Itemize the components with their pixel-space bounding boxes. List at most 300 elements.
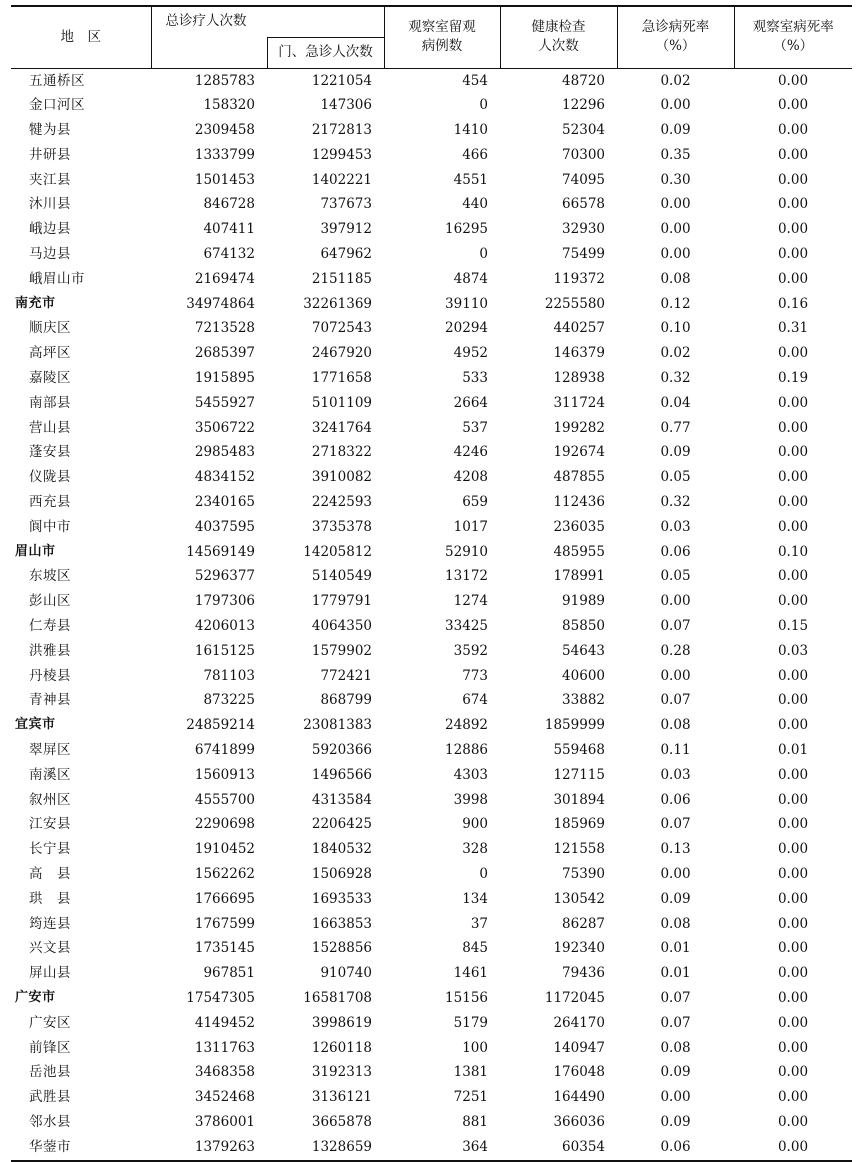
- cell-outpatient-emergency: 16581708: [303, 989, 372, 1006]
- cell-observation-mortality: 0.00: [777, 122, 809, 139]
- cell-total-visits: 2290698: [194, 816, 255, 833]
- table-row: [11, 267, 852, 292]
- table-row: [11, 1085, 852, 1110]
- table-row: [11, 887, 852, 912]
- cell-observation-mortality: 0.03: [777, 642, 809, 659]
- cell-health-checks: 128938: [553, 370, 605, 387]
- cell-observation-mortality: 0.00: [777, 791, 809, 808]
- cell-region-name: 武胜县: [29, 1089, 71, 1106]
- cell-emergency-mortality: 0.00: [660, 246, 691, 263]
- cell-total-visits: 6741899: [194, 742, 255, 759]
- table-row: [11, 217, 852, 242]
- cell-observation-cases: 13172: [445, 568, 488, 585]
- cell-observation-cases: 1381: [453, 1064, 488, 1081]
- cell-region-name: 筠连县: [29, 915, 71, 932]
- cell-health-checks: 48720: [562, 72, 605, 89]
- cell-region-name: 高坪区: [29, 345, 71, 362]
- cell-observation-mortality: 0.00: [777, 1064, 809, 1081]
- cell-health-checks: 311724: [553, 394, 605, 411]
- cell-observation-cases: 881: [462, 1113, 488, 1130]
- cell-observation-cases: 900: [462, 816, 488, 833]
- cell-region-name: 屏山县: [29, 965, 71, 982]
- cell-outpatient-emergency: 32261369: [303, 295, 372, 312]
- header-total-visits-label: 总诊疗人次数: [165, 13, 247, 30]
- cell-observation-mortality: 0.00: [777, 345, 809, 362]
- cell-observation-cases: 4874: [453, 270, 488, 287]
- cell-emergency-mortality: 0.13: [660, 841, 691, 858]
- cell-observation-cases: 0: [479, 866, 488, 882]
- cell-region-name: 兴文县: [29, 940, 71, 957]
- cell-region-name: 高 县: [29, 866, 71, 882]
- cell-total-visits: 1379263: [151, 1135, 267, 1161]
- cell-health-checks: 2255580: [544, 295, 605, 312]
- table-row: [11, 93, 852, 118]
- cell-outpatient-emergency: 14205812: [303, 543, 372, 560]
- cell-observation-cases: 5179: [453, 1014, 488, 1031]
- cell-emergency-mortality: 0.09: [660, 122, 691, 139]
- cell-observation-mortality: 0.31: [777, 320, 809, 337]
- cell-health-checks: 40600: [562, 667, 605, 684]
- table-row: [11, 192, 852, 217]
- cell-observation-mortality: 0.00: [777, 246, 809, 263]
- cell-region-name: 沐川县: [29, 196, 71, 213]
- cell-total-visits: 1915895: [194, 370, 255, 387]
- cell-region-name: 邻水县: [29, 1113, 71, 1130]
- cell-health-checks: 130542: [553, 890, 605, 907]
- cell-health-checks: 178991: [553, 568, 605, 585]
- cell-observation-cases: 100: [462, 1039, 488, 1056]
- cell-observation-mortality: 0.00: [777, 593, 809, 610]
- cell-health-checks: 66578: [562, 196, 605, 213]
- cell-outpatient-emergency: 5140549: [311, 568, 372, 585]
- cell-observation-mortality: 0.00: [777, 965, 809, 982]
- cell-health-checks: 176048: [553, 1064, 605, 1081]
- cell-total-visits: 1285783: [194, 72, 255, 89]
- cell-total-visits: 781103: [203, 667, 255, 684]
- cell-observation-cases: 440: [462, 196, 488, 213]
- cell-outpatient-emergency: 3735378: [311, 518, 372, 535]
- cell-outpatient-emergency: 647962: [320, 246, 372, 263]
- cell-health-checks: 236035: [553, 518, 605, 535]
- cell-emergency-mortality: 0.05: [660, 568, 691, 585]
- cell-total-visits: 2169474: [194, 270, 255, 287]
- cell-health-checks: 140947: [553, 1039, 605, 1056]
- cell-region-name: 阆中市: [29, 518, 71, 535]
- cell-health-checks: 119372: [553, 270, 605, 287]
- cell-region-name: 南部县: [29, 394, 71, 411]
- cell-region-name: 嘉陵区: [29, 370, 71, 387]
- cell-observation-mortality: 0.00: [777, 766, 809, 783]
- cell-observation-mortality: 0.00: [777, 692, 809, 709]
- cell-emergency-mortality: 0.10: [660, 320, 691, 337]
- cell-outpatient-emergency: 1328659: [267, 1135, 384, 1161]
- table-row-city: [11, 713, 852, 738]
- cell-region-name: 营山县: [29, 419, 71, 436]
- cell-health-checks: 75390: [562, 866, 605, 882]
- cell-observation-cases: 1461: [453, 965, 488, 982]
- cell-total-visits: 4149452: [194, 1014, 255, 1031]
- cell-outpatient-emergency: 2206425: [311, 816, 372, 833]
- cell-outpatient-emergency: 2151185: [311, 270, 372, 287]
- cell-region-name: 叙州区: [29, 791, 71, 808]
- cell-health-checks: 74095: [562, 171, 605, 188]
- header-outpatient-emergency: 门、急诊人次数: [267, 37, 384, 68]
- cell-observation-cases: 4551: [453, 171, 488, 188]
- cell-health-checks: 559468: [553, 742, 605, 759]
- cell-observation-cases: 328: [462, 841, 488, 858]
- cell-health-checks: 264170: [553, 1014, 605, 1031]
- cell-observation-mortality: 0.00: [777, 270, 809, 287]
- cell-total-visits: 1735145: [194, 940, 255, 957]
- cell-health-checks: 32930: [562, 221, 605, 238]
- cell-observation-mortality: 0.00: [777, 196, 809, 213]
- cell-emergency-mortality: 0.00: [660, 221, 691, 238]
- cell-observation-cases: 0: [479, 246, 488, 263]
- cell-total-visits: 3506722: [194, 419, 255, 436]
- cell-total-visits: 873225: [203, 692, 255, 709]
- cell-emergency-mortality: 0.04: [660, 394, 691, 411]
- cell-emergency-mortality: 0.12: [660, 295, 691, 312]
- cell-region-name: 东坡区: [29, 568, 71, 585]
- header-observation-cases-line1: 观察室留观: [408, 19, 476, 36]
- cell-outpatient-emergency: 1299453: [311, 146, 372, 163]
- cell-region-name: 珙 县: [29, 890, 71, 907]
- table-row: [11, 168, 852, 193]
- cell-total-visits: 34974864: [186, 295, 255, 312]
- cell-total-visits: 3786001: [194, 1113, 255, 1130]
- cell-emergency-mortality: 0.09: [660, 1113, 691, 1130]
- cell-region-name: 仪陇县: [29, 469, 71, 486]
- cell-observation-mortality: 0.00: [777, 1014, 809, 1031]
- table-row: [11, 1135, 852, 1161]
- cell-health-checks: 60354: [500, 1135, 617, 1161]
- cell-outpatient-emergency: 147306: [320, 97, 372, 114]
- cell-observation-cases: 24892: [445, 717, 488, 734]
- cell-region-name: 峨边县: [29, 221, 71, 238]
- cell-outpatient-emergency: 772421: [320, 667, 372, 684]
- cell-observation-cases: 4246: [453, 444, 488, 461]
- table-row: [11, 465, 852, 490]
- cell-emergency-mortality: 0.07: [660, 1014, 691, 1031]
- cell-total-visits: 3452468: [194, 1089, 255, 1106]
- table-row: [11, 68, 852, 93]
- cell-emergency-mortality: 0.05: [660, 469, 691, 486]
- cell-observation-mortality: 0.00: [777, 915, 809, 932]
- cell-emergency-mortality: 0.00: [660, 667, 691, 684]
- cell-region-name: 华蓥市: [11, 1135, 151, 1161]
- cell-outpatient-emergency: 1693533: [311, 890, 372, 907]
- cell-observation-mortality: 0.16: [777, 295, 809, 312]
- cell-outpatient-emergency: 1779791: [311, 593, 372, 610]
- cell-total-visits: 24859214: [186, 717, 255, 734]
- cell-observation-cases: 466: [462, 146, 488, 163]
- cell-total-visits: 4834152: [194, 469, 255, 486]
- cell-emergency-mortality: 0.09: [660, 444, 691, 461]
- cell-health-checks: 127115: [553, 766, 605, 783]
- cell-outpatient-emergency: 4313584: [311, 791, 372, 808]
- cell-health-checks: 199282: [553, 419, 605, 436]
- cell-observation-cases: 659: [462, 494, 488, 511]
- cell-outpatient-emergency: 1260118: [311, 1039, 372, 1056]
- cell-region-name: 犍为县: [29, 122, 71, 139]
- cell-emergency-mortality: 0.06: [617, 1135, 734, 1161]
- table-row: [11, 936, 852, 961]
- cell-emergency-mortality: 0.07: [660, 618, 691, 635]
- cell-outpatient-emergency: 5920366: [311, 742, 372, 759]
- cell-total-visits: 7213528: [194, 320, 255, 337]
- cell-emergency-mortality: 0.00: [660, 593, 691, 610]
- cell-total-visits: 4206013: [194, 618, 255, 635]
- table-row: [11, 515, 852, 540]
- cell-emergency-mortality: 0.01: [660, 965, 691, 982]
- table-row: [11, 391, 852, 416]
- statistics-table-page: [11, 5, 852, 1162]
- header-health-checks-line1: 健康检查: [531, 19, 586, 36]
- cell-observation-cases: 533: [462, 370, 488, 387]
- cell-emergency-mortality: 0.07: [660, 692, 691, 709]
- cell-observation-mortality: 0.15: [777, 618, 809, 635]
- cell-observation-cases: 1017: [453, 518, 488, 535]
- cell-observation-cases: 37: [470, 915, 488, 932]
- cell-outpatient-emergency: 2467920: [311, 345, 372, 362]
- cell-total-visits: 5455927: [194, 394, 255, 411]
- cell-total-visits: 17547305: [186, 989, 255, 1006]
- table-row: [11, 490, 852, 515]
- header-emergency-mortality-line1: 急诊病死率: [641, 19, 710, 36]
- header-observation-cases: [384, 6, 500, 68]
- cell-health-checks: 485955: [553, 543, 605, 560]
- cell-observation-cases: 134: [462, 890, 488, 907]
- cell-outpatient-emergency: 3192313: [311, 1064, 372, 1081]
- cell-total-visits: 1615125: [194, 642, 255, 659]
- cell-observation-mortality: 0.10: [777, 543, 809, 560]
- cell-region-name: 长宁县: [29, 841, 71, 858]
- cell-outpatient-emergency: 3998619: [311, 1014, 372, 1031]
- table-row: [11, 118, 852, 143]
- cell-emergency-mortality: 0.00: [660, 1089, 691, 1106]
- table-row: [11, 143, 852, 168]
- cell-outpatient-emergency: 3136121: [311, 1089, 372, 1106]
- cell-health-checks: 192674: [553, 444, 605, 461]
- cell-total-visits: 4037595: [194, 518, 255, 535]
- cell-observation-mortality: 0.00: [777, 469, 809, 486]
- table-row: [11, 738, 852, 763]
- cell-observation-cases: 39110: [445, 295, 488, 312]
- table-row: [11, 1011, 852, 1036]
- cell-observation-mortality: 0.00: [777, 841, 809, 858]
- table-row: [11, 564, 852, 589]
- cell-emergency-mortality: 0.07: [660, 816, 691, 833]
- cell-observation-mortality: 0.00: [777, 866, 809, 882]
- cell-emergency-mortality: 0.06: [660, 791, 691, 808]
- cell-observation-cases: 454: [462, 72, 488, 89]
- table-row: [11, 316, 852, 341]
- cell-observation-cases: 33425: [445, 618, 488, 635]
- cell-outpatient-emergency: 1506928: [311, 866, 372, 882]
- table-row-city: [11, 986, 852, 1011]
- cell-total-visits: 1562262: [194, 866, 255, 882]
- cell-emergency-mortality: 0.28: [660, 642, 691, 659]
- cell-emergency-mortality: 0.08: [660, 717, 691, 734]
- cell-region-name: 丹棱县: [29, 667, 71, 684]
- cell-outpatient-emergency: 868799: [320, 692, 372, 709]
- cell-health-checks: 52304: [562, 122, 605, 139]
- cell-observation-cases: 20294: [445, 320, 488, 337]
- cell-observation-cases: 773: [462, 667, 488, 684]
- cell-observation-mortality: 0.00: [777, 97, 809, 114]
- table-row: [11, 763, 852, 788]
- cell-health-checks: 79436: [562, 965, 605, 982]
- cell-emergency-mortality: 0.08: [660, 270, 691, 287]
- cell-health-checks: 146379: [553, 345, 605, 362]
- cell-region-name: 井研县: [29, 146, 71, 163]
- cell-health-checks: 70300: [562, 146, 605, 163]
- cell-region-name: 青神县: [29, 692, 71, 709]
- cell-observation-cases: 4952: [453, 345, 488, 362]
- table-row-city: [11, 292, 852, 317]
- table-row: [11, 1060, 852, 1085]
- cell-emergency-mortality: 0.02: [660, 72, 691, 89]
- cell-total-visits: 967851: [203, 965, 255, 982]
- cell-observation-mortality: 0.00: [777, 72, 809, 89]
- cell-emergency-mortality: 0.01: [660, 940, 691, 957]
- cell-observation-mortality: 0.00: [777, 1113, 809, 1130]
- cell-total-visits: 1333799: [194, 146, 255, 163]
- cell-observation-mortality: 0.00: [777, 717, 809, 734]
- cell-observation-cases: 674: [462, 692, 488, 709]
- cell-total-visits: 407411: [203, 221, 255, 238]
- cell-health-checks: 54643: [562, 642, 605, 659]
- cell-emergency-mortality: 0.03: [660, 766, 691, 783]
- cell-health-checks: 440257: [553, 320, 605, 337]
- cell-observation-cases: 845: [462, 940, 488, 957]
- cell-emergency-mortality: 0.00: [660, 866, 691, 882]
- cell-observation-mortality: 0.00: [777, 667, 809, 684]
- cell-observation-cases: 12886: [445, 742, 488, 759]
- cell-region-name: 顺庆区: [29, 320, 71, 337]
- cell-health-checks: 121558: [553, 841, 605, 858]
- table-row: [11, 664, 852, 689]
- table-row: [11, 688, 852, 713]
- cell-health-checks: 12296: [562, 97, 605, 114]
- cell-emergency-mortality: 0.07: [660, 989, 691, 1006]
- cell-emergency-mortality: 0.35: [660, 146, 691, 163]
- table-row: [11, 589, 852, 614]
- cell-emergency-mortality: 0.02: [660, 345, 691, 362]
- cell-observation-cases: 0: [479, 97, 488, 114]
- cell-health-checks: 91989: [562, 593, 605, 610]
- cell-region-name: 眉山市: [15, 543, 56, 559]
- cell-total-visits: 2985483: [194, 444, 255, 461]
- cell-observation-mortality: 0.00: [777, 518, 809, 535]
- cell-outpatient-emergency: 3241764: [311, 419, 372, 436]
- cell-emergency-mortality: 0.03: [660, 518, 691, 535]
- cell-total-visits: 158320: [203, 97, 255, 114]
- cell-emergency-mortality: 0.00: [660, 97, 691, 114]
- cell-total-visits: 2685397: [194, 345, 255, 362]
- cell-observation-mortality: 0.00: [777, 1039, 809, 1056]
- cell-observation-mortality: 0.00: [777, 1089, 809, 1106]
- cell-region-name: 南充市: [15, 295, 56, 311]
- cell-observation-mortality: 0.01: [777, 742, 809, 759]
- cell-region-name: 夹江县: [29, 171, 71, 188]
- cell-region-name: 宜宾市: [15, 717, 56, 733]
- cell-outpatient-emergency: 2242593: [311, 494, 372, 511]
- medical-visits-table: [11, 5, 852, 1162]
- cell-health-checks: 112436: [553, 494, 605, 511]
- cell-region-name: 仁寿县: [29, 618, 71, 635]
- cell-total-visits: 674132: [203, 246, 255, 263]
- table-row: [11, 366, 852, 391]
- header-observation-mortality-line1: 观察室病死率: [752, 19, 834, 36]
- cell-outpatient-emergency: 2172813: [311, 122, 372, 139]
- cell-region-name: 五通桥区: [29, 72, 85, 89]
- cell-emergency-mortality: 0.32: [660, 370, 691, 387]
- table-row-city: [11, 540, 852, 565]
- cell-observation-mortality: 0.00: [777, 146, 809, 163]
- header-health-checks: [500, 6, 617, 68]
- cell-observation-mortality: 0.00: [777, 394, 809, 411]
- cell-total-visits: 5296377: [194, 568, 255, 585]
- cell-outpatient-emergency: 3910082: [311, 469, 372, 486]
- cell-observation-mortality: 0.00: [777, 444, 809, 461]
- table-row: [11, 837, 852, 862]
- cell-health-checks: 75499: [562, 246, 605, 263]
- cell-emergency-mortality: 0.77: [660, 419, 691, 436]
- cell-region-name: 马边县: [29, 246, 71, 263]
- cell-outpatient-emergency: 1663853: [311, 915, 372, 932]
- cell-emergency-mortality: 0.08: [660, 915, 691, 932]
- header-observation-mortality: [734, 6, 852, 68]
- cell-total-visits: 1766695: [194, 890, 255, 907]
- cell-outpatient-emergency: 7072543: [311, 320, 372, 337]
- table-row: [11, 912, 852, 937]
- table-row: [11, 1110, 852, 1135]
- cell-emergency-mortality: 0.30: [660, 171, 691, 188]
- cell-observation-cases: 3592: [453, 642, 488, 659]
- table-row: [11, 812, 852, 837]
- table-row: [11, 440, 852, 465]
- header-emergency-mortality: [617, 6, 734, 68]
- cell-outpatient-emergency: 23081383: [303, 717, 372, 734]
- cell-observation-cases: 2664: [453, 394, 488, 411]
- cell-observation-mortality: 0.00: [777, 816, 809, 833]
- cell-total-visits: 4555700: [194, 791, 255, 808]
- cell-emergency-mortality: 0.11: [660, 742, 691, 759]
- cell-total-visits: 1797306: [194, 593, 255, 610]
- cell-region-name: 南溪区: [29, 766, 71, 783]
- cell-observation-mortality: 0.00: [777, 568, 809, 585]
- table-row: [11, 614, 852, 639]
- table-body: [11, 68, 852, 1161]
- cell-health-checks: 185969: [553, 816, 605, 833]
- cell-observation-cases: 52910: [445, 543, 488, 560]
- cell-observation-cases: 4208: [453, 469, 488, 486]
- cell-outpatient-emergency: 1840532: [311, 841, 372, 858]
- header-total-visits: [151, 6, 384, 37]
- cell-region-name: 翠屏区: [29, 742, 71, 759]
- table-row: [11, 1036, 852, 1061]
- cell-region-name: 蓬安县: [29, 444, 71, 461]
- cell-observation-cases: 537: [462, 419, 488, 436]
- cell-observation-cases: 15156: [445, 989, 488, 1006]
- table-row: [11, 416, 852, 441]
- cell-observation-mortality: 0.19: [777, 370, 809, 387]
- header-health-checks-line2: 人次数: [538, 38, 579, 55]
- cell-outpatient-emergency: 1402221: [311, 171, 372, 188]
- cell-outpatient-emergency: 1221054: [311, 72, 372, 89]
- cell-outpatient-emergency: 397912: [320, 221, 372, 238]
